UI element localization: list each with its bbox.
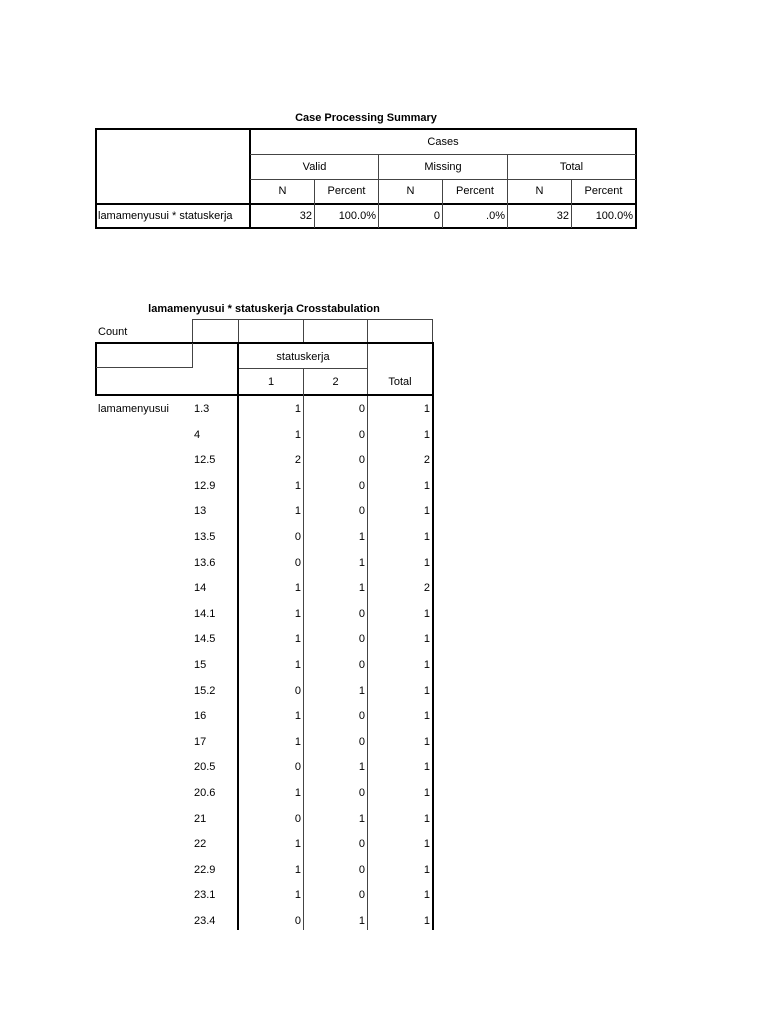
row-total-cell: 2	[423, 453, 430, 466]
summary-title: Case Processing Summary	[295, 112, 437, 124]
summary-subheader: Percent	[584, 185, 623, 197]
crosstab-title: lamamenyusui * statuskerja Crosstabulation	[148, 303, 380, 315]
count-cell: 1	[294, 632, 301, 645]
count-cell: 0	[294, 914, 301, 927]
row-label: 12.9	[194, 479, 216, 492]
row-label: 15	[194, 658, 207, 671]
row-total-cell: 1	[423, 530, 430, 543]
row-total-cell: 1	[423, 888, 430, 901]
count-cell: 1	[294, 658, 301, 671]
crosstab-border	[432, 342, 434, 930]
count-cell: 0	[294, 684, 301, 697]
count-cell: 0	[358, 735, 365, 748]
count-cell: 1	[358, 684, 365, 697]
crosstab-gridline	[432, 319, 433, 342]
count-cell: 1	[294, 709, 301, 722]
row-total-cell: 1	[423, 786, 430, 799]
row-total-cell: 1	[423, 812, 430, 825]
count-cell: 1	[294, 607, 301, 620]
count-cell: 0	[358, 428, 365, 441]
row-label: 13	[194, 504, 207, 517]
row-label: 22.9	[194, 863, 216, 876]
count-cell: 1	[294, 786, 301, 799]
row-total-cell: 1	[423, 684, 430, 697]
count-label: Count	[98, 325, 128, 338]
col-label: 2	[332, 375, 339, 388]
summary-cell: 32	[299, 209, 312, 222]
row-label: 12.5	[194, 453, 216, 466]
row-total-cell: 1	[423, 709, 430, 722]
row-label: 15.2	[194, 684, 216, 697]
count-cell: 0	[358, 709, 365, 722]
row-label: 16	[194, 709, 207, 722]
row-label: 1.3	[194, 402, 210, 415]
row-label: 21	[194, 812, 207, 825]
row-total-cell: 1	[423, 479, 430, 492]
row-label: 23.4	[194, 914, 216, 927]
count-cell: 0	[358, 479, 365, 492]
summary-cases-header: Cases	[427, 135, 459, 148]
count-cell: 1	[294, 837, 301, 850]
summary-cell: 100.0%	[595, 209, 633, 222]
count-cell: 0	[358, 837, 365, 850]
summary-border	[95, 227, 637, 229]
crosstab-gridline	[192, 343, 193, 368]
row-total-cell: 1	[423, 837, 430, 850]
count-cell: 1	[294, 428, 301, 441]
summary-cell: 100.0%	[338, 209, 376, 222]
count-cell: 1	[294, 581, 301, 594]
count-cell: 1	[358, 530, 365, 543]
row-total-cell: 1	[423, 658, 430, 671]
row-label: 14	[194, 581, 207, 594]
total-header: Total	[388, 375, 412, 388]
summary-row-label: lamamenyusui * statuskerja	[98, 209, 233, 222]
col-label: 1	[267, 375, 275, 388]
row-total-cell: 1	[423, 504, 430, 517]
count-cell: 1	[294, 888, 301, 901]
summary-subheader: N	[535, 185, 544, 197]
count-cell: 0	[294, 556, 301, 569]
crosstab-gridline	[192, 319, 193, 342]
row-total-cell: 1	[423, 428, 430, 441]
summary-group-header: Valid	[302, 160, 327, 173]
row-label: 20.6	[194, 786, 216, 799]
count-cell: 1	[294, 402, 301, 415]
count-cell: 0	[358, 607, 365, 620]
row-total-cell: 1	[423, 607, 430, 620]
summary-group-header: Missing	[424, 160, 462, 173]
row-label: 13.5	[194, 530, 216, 543]
row-total-cell: 1	[423, 556, 430, 569]
row-total-cell: 2	[423, 581, 430, 594]
count-cell: 0	[294, 760, 301, 773]
count-cell: 1	[294, 479, 301, 492]
row-total-cell: 1	[423, 914, 430, 927]
crosstab-border	[95, 394, 434, 396]
count-cell: 0	[358, 658, 365, 671]
count-cell: 2	[294, 453, 301, 466]
summary-subheader: Percent	[456, 185, 494, 197]
count-cell: 0	[358, 453, 365, 466]
row-total-cell: 1	[423, 863, 430, 876]
crosstab-gridline	[367, 319, 368, 342]
count-cell: 0	[358, 888, 365, 901]
row-label: 17	[194, 735, 207, 748]
row-label: 14.1	[194, 607, 216, 620]
crosstab-border	[95, 342, 97, 394]
summary-cell: .0%	[486, 209, 505, 222]
count-cell: 1	[294, 735, 301, 748]
row-label: 20.5	[194, 760, 216, 773]
row-total-cell: 1	[423, 735, 430, 748]
row-var-label: lamamenyusui	[98, 402, 169, 415]
count-cell: 1	[294, 504, 301, 517]
count-cell: 0	[358, 504, 365, 517]
count-cell: 0	[358, 863, 365, 876]
row-label: 13.6	[194, 556, 216, 569]
count-cell: 1	[358, 914, 365, 927]
crosstab-gridline	[96, 367, 192, 368]
row-label: 4	[194, 428, 201, 441]
count-cell: 1	[358, 581, 365, 594]
count-cell: 0	[358, 632, 365, 645]
count-cell: 1	[358, 556, 365, 569]
summary-subheader: N	[278, 185, 287, 197]
count-cell: 0	[294, 530, 301, 543]
summary-group-header: Total	[559, 160, 584, 173]
count-cell: 1	[358, 812, 365, 825]
crosstab-border	[95, 342, 434, 344]
summary-subheader: N	[406, 185, 415, 197]
row-total-cell: 1	[423, 760, 430, 773]
count-cell: 0	[358, 402, 365, 415]
count-cell: 0	[358, 786, 365, 799]
row-total-cell: 1	[423, 632, 430, 645]
count-cell: 0	[294, 812, 301, 825]
crosstab-gridline	[303, 319, 304, 342]
row-total-cell: 1	[423, 402, 430, 415]
summary-subheader: Percent	[327, 185, 366, 197]
summary-cell: 32	[556, 209, 569, 222]
crosstab-gridline	[192, 319, 433, 320]
row-label: 23.1	[194, 888, 216, 901]
row-label: 22	[194, 837, 207, 850]
summary-cell: 0	[433, 209, 440, 222]
count-cell: 1	[294, 863, 301, 876]
count-cell: 1	[358, 760, 365, 773]
row-label: 14.5	[194, 632, 216, 645]
crosstab-gridline	[238, 319, 239, 342]
col-var-header: statuskerja	[276, 350, 330, 363]
